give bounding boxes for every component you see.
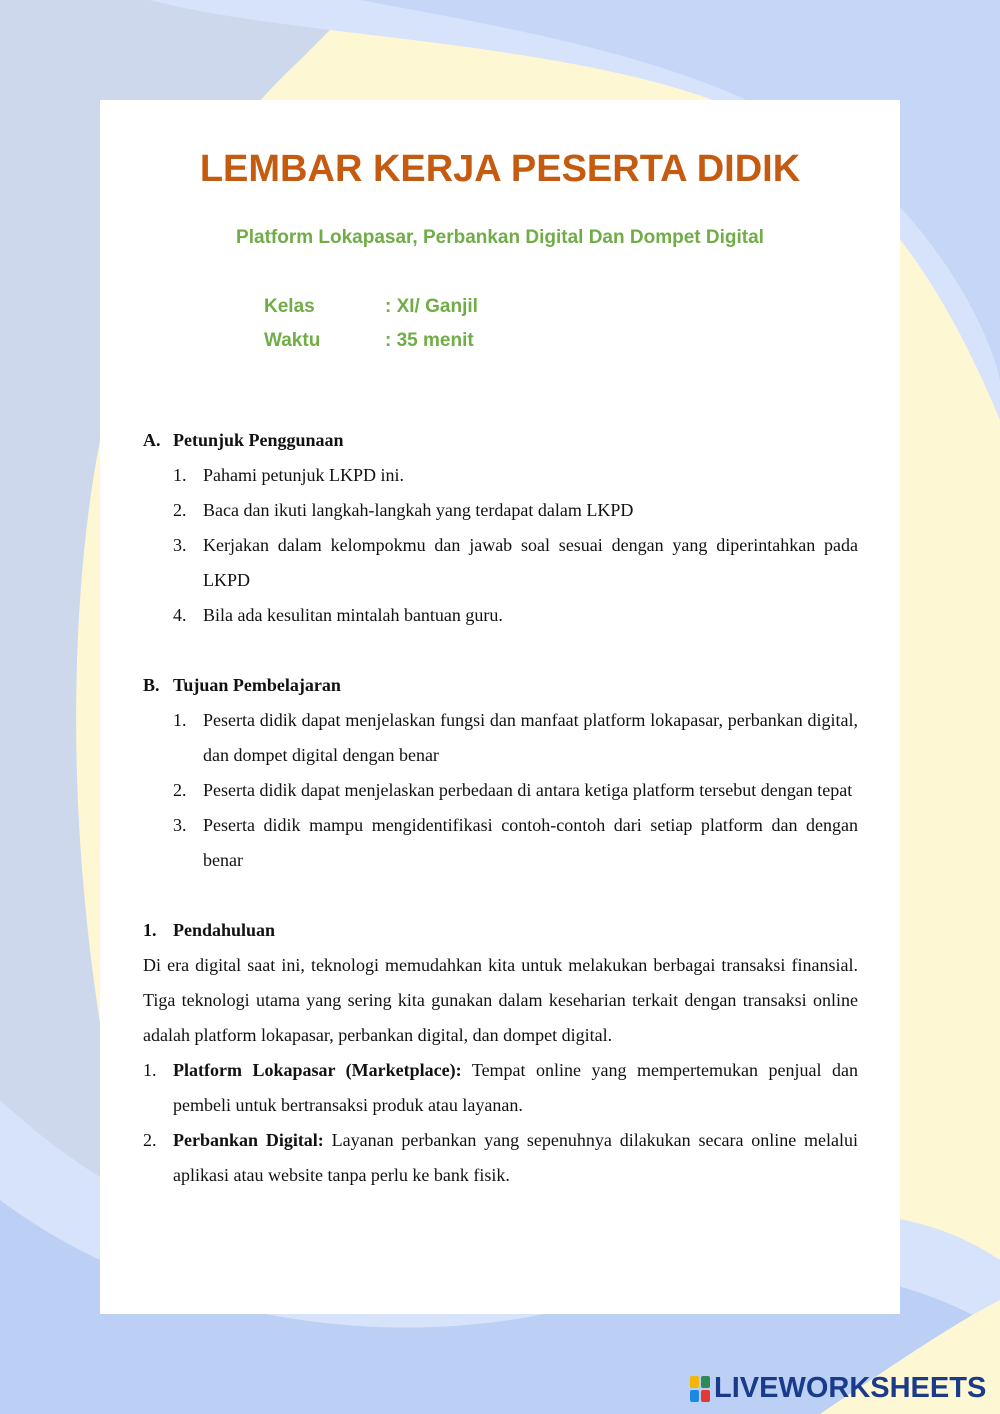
list-term: Platform Lokapasar (Marketplace):	[173, 1060, 462, 1080]
meta-value: : XI/ Ganjil	[385, 296, 478, 317]
list-item	[143, 808, 858, 878]
list-definition: Layanan perbankan yang sepenuhnya dilakukan secara online melalui aplikasi atau website tanpa perlu ke bank fisik.	[173, 1130, 858, 1185]
list-item	[143, 598, 858, 633]
list-number: 2.	[143, 1130, 157, 1150]
worksheet-content	[143, 423, 858, 1193]
list-text: Kerjakan dalam kelompokmu dan jawab soal sesuai dengan yang diperintahkan pada LKPD	[203, 535, 858, 590]
list-item	[143, 1053, 858, 1123]
list-definition: Tempat online yang mempertemukan penjual dan pembeli untuk bertransaksi produk atau layanan.	[173, 1060, 858, 1115]
list-text: Peserta didik dapat menjelaskan fungsi dan manfaat platform lokapasar, perbankan digital, dan dompet digital dengan benar	[203, 710, 858, 765]
list-text: Bila ada kesulitan mintalah bantuan guru.	[203, 605, 503, 625]
list-item	[143, 773, 858, 808]
logo-text: LIVEWORKSHEETS	[714, 1372, 987, 1404]
section-1-heading	[143, 913, 858, 948]
list-number: 4.	[173, 605, 187, 625]
page-subtitle: Platform Lokapasar, Perbankan Digital Dan Dompet Digital	[236, 227, 764, 248]
list-item	[143, 1123, 858, 1193]
list-number: 2.	[173, 500, 187, 520]
meta-label: Waktu	[264, 330, 321, 351]
list-item	[143, 493, 858, 528]
list-item	[143, 703, 858, 773]
list-number: 1.	[173, 465, 187, 485]
section-title: Petunjuk Penggunaan	[173, 430, 344, 450]
list-number: 3.	[173, 535, 187, 555]
section-marker: A.	[143, 430, 161, 450]
liveworksheets-logo	[690, 1372, 986, 1405]
list-item	[143, 528, 858, 598]
liveworksheets-logo-icon	[690, 1376, 710, 1402]
list-number: 1.	[173, 710, 187, 730]
section-a-heading	[143, 423, 858, 458]
list-text: Peserta didik dapat menjelaskan perbedaan di antara ketiga platform tersebut dengan tepat	[203, 780, 853, 800]
intro-paragraph: Di era digital saat ini, teknologi memudahkan kita untuk melakukan berbagai transaksi finansial. Tiga teknologi utama yang sering kita gunakan dalam keseharian terkait dengan transaksi online adalah platform lokapasar, perbankan digital, dan dompet digital.	[143, 955, 858, 1045]
section-marker: 1.	[143, 920, 157, 940]
meta-row-kelas	[264, 296, 478, 318]
list-number: 2.	[173, 780, 187, 800]
list-text: Pahami petunjuk LKPD ini.	[203, 465, 404, 485]
section-b-heading	[143, 668, 858, 703]
page-title: LEMBAR KERJA PESERTA DIDIK	[199, 148, 801, 190]
list-text: Baca dan ikuti langkah-langkah yang terdapat dalam LKPD	[203, 500, 634, 520]
list-text: Peserta didik mampu mengidentifikasi contoh-contoh dari setiap platform dan dengan benar	[203, 815, 858, 870]
list-term: Perbankan Digital:	[173, 1130, 324, 1150]
section-title: Tujuan Pembelajaran	[173, 675, 341, 695]
list-item	[143, 458, 858, 493]
meta-row-waktu	[264, 330, 474, 352]
section-title: Pendahuluan	[173, 920, 276, 940]
list-number: 3.	[173, 815, 187, 835]
meta-value: : 35 menit	[385, 330, 474, 351]
section-marker: B.	[143, 675, 160, 695]
list-text	[173, 1053, 858, 1123]
list-text	[173, 1123, 858, 1193]
meta-label: Kelas	[264, 296, 315, 317]
list-number: 1.	[143, 1060, 157, 1080]
